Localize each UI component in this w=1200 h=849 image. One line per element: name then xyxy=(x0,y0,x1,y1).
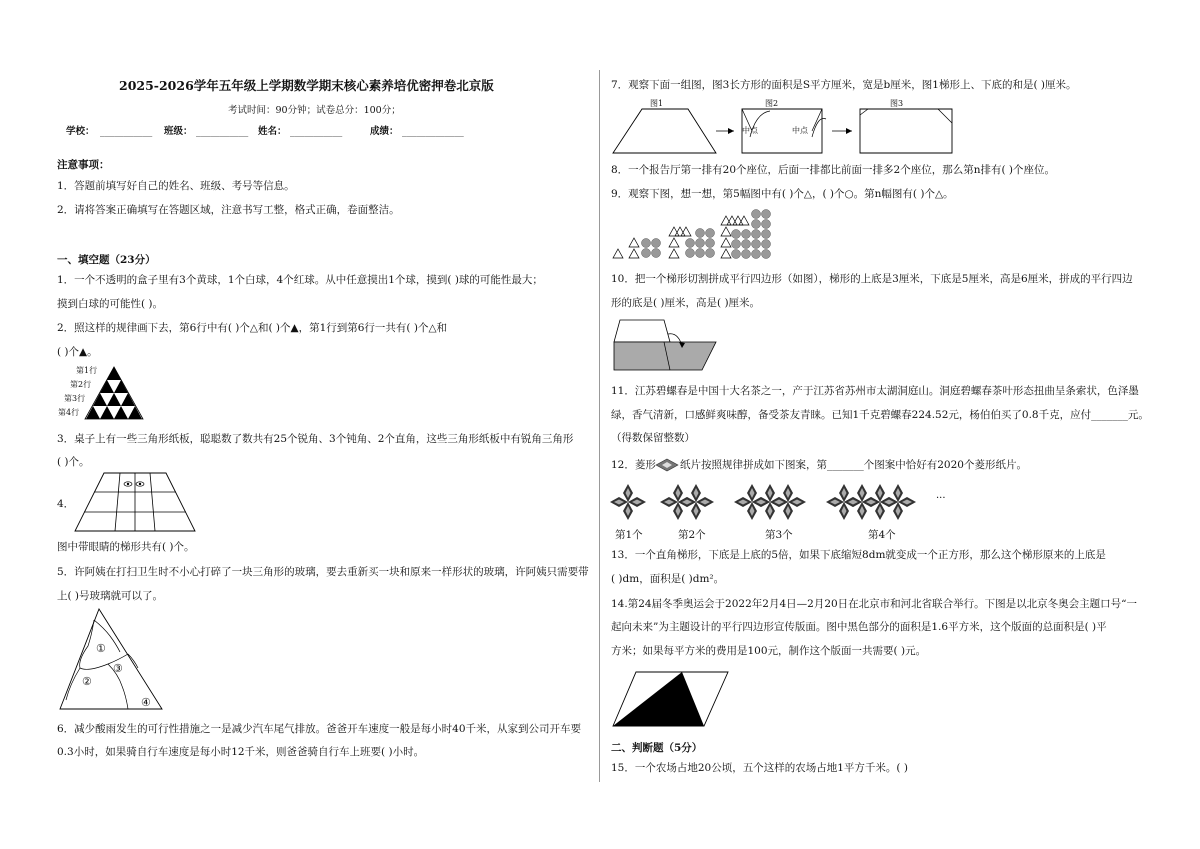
q5-piece-2: ② xyxy=(82,675,92,688)
score-blank[interactable]: _____________ xyxy=(402,126,464,137)
name-blank[interactable]: ___________ xyxy=(290,126,343,137)
q2-row-label-3: 第3行 xyxy=(64,394,86,403)
q14-line1: 14.第24届冬季奥运会于2022年2月4日—2月20日在北京市和河北省联合举行。下图是以北京冬奥会主题口号“一 xyxy=(611,598,1138,610)
q13-line2: ( )dm，面积是( )dm²。 xyxy=(611,573,725,585)
q5-piece-4: ④ xyxy=(141,696,151,709)
q12-caption-1: 第1个 xyxy=(615,529,643,541)
class-label: 班级： xyxy=(164,126,193,137)
q11-line3: （得数保留整数） xyxy=(611,432,695,444)
q2-line2: ( )个▲。 xyxy=(57,346,98,358)
q12-prefix: 12．菱形 xyxy=(611,459,656,471)
q12-ellipsis: ··· xyxy=(936,493,946,504)
q7-midpoint-left: 中点 xyxy=(742,126,758,135)
q9-text: 9．观察下图，想一想，第5幅图中有( )个△，( )个○。第n幅图有( )个△。 xyxy=(611,188,954,200)
note-1: 1．答题前填写好自己的姓名、班级、考号等信息。 xyxy=(57,180,295,192)
q12-caption-2: 第2个 xyxy=(678,529,706,541)
q7-text: 7．观察下面一组图，图3长方形的面积是S平方厘米，宽是b厘米，图1梯形上、下底的和是( )厘米。 xyxy=(611,79,1077,91)
q2-line1: 2．照这样的规律画下去，第6行中有( )个△和( )个▲，第1行到第6行一共有( )个△和 xyxy=(57,322,448,334)
eye-icon xyxy=(124,482,144,486)
school-label: 学校： xyxy=(66,126,95,137)
q4-number: 4． xyxy=(57,498,75,510)
q7-midpoint-right: 中点 xyxy=(792,126,808,135)
q2-row-label-4: 第4行 xyxy=(58,408,80,417)
q11-line2: 绿，香气清新，口感鲜爽味醇，备受茶友青睐。已知1千克碧螺春224.52元，杨伯伯买了0.8千克，应付_______元。 xyxy=(611,409,1149,421)
score-label: 成绩： xyxy=(370,126,399,137)
q1-line2: 摸到白球的可能性( )。 xyxy=(57,298,164,310)
q10-line1: 10．把一个梯形切割拼成平行四边形（如图），梯形的上底是3厘米，下底是5厘米，高是6厘米，拼成的平行四边 xyxy=(611,273,1133,285)
q4-trapezoid-grid xyxy=(74,472,196,532)
q5-line2: 上( )号玻璃就可以了。 xyxy=(57,590,164,602)
q5-piece-3: ③ xyxy=(113,662,123,675)
name-label: 姓名： xyxy=(258,126,287,137)
q9-pattern-figures xyxy=(612,212,772,262)
q6-line2: 0.3小时，如果骑自行车速度是每小时12千米，则爸爸骑自行车上班要( )小时。 xyxy=(57,746,425,758)
q15-text: 15．一个农场占地20公顷，五个这样的农场占地1平方千米。( ) xyxy=(611,762,908,774)
q14-line2: 起向未来”为主题设计的平行四边形宣传版面。图中黑色部分的面积是1.6平方米，这个版面的总面积是( )平 xyxy=(611,621,1107,633)
q3-line2: ( )个。 xyxy=(57,456,90,468)
q1-line1: 1．一个不透明的盒子里有3个黄球，1个白球，4个红球。从中任意摸出1个球，摸到( )球的可能性最大； xyxy=(57,274,543,286)
note-2: 2．请将答案正确填写在答题区域，注意书写工整，格式正确，卷面整洁。 xyxy=(57,204,400,216)
q11-line1: 11．江苏碧螺春是中国十大名茶之一，产于江苏省苏州市太湖洞庭山。洞庭碧螺春茶叶形态扭曲呈条索状，色泽墨 xyxy=(611,385,1139,397)
q5-broken-glass-triangle xyxy=(58,608,164,710)
q12-caption-4: 第4个 xyxy=(868,529,896,541)
q2-row-label-1: 第1行 xyxy=(76,366,98,375)
q10-cut-figure xyxy=(612,318,720,372)
q5-piece-1: ① xyxy=(96,642,106,655)
q2-row-label-2: 第2行 xyxy=(70,380,92,389)
q6-line1: 6．减少酸雨发生的可行性措施之一是减少汽车尾气排放。爸爸开车速度一般是每小时40千米，从家到公司开车要 xyxy=(57,723,582,735)
q12-text: 纸片按照规律拼成如下图案，第_______个图案中恰好有2020个菱形纸片。 xyxy=(680,459,1027,471)
section2-heading: 二、判断题（5分） xyxy=(611,742,703,754)
column-divider xyxy=(599,70,600,782)
q14-parallelogram xyxy=(612,670,730,728)
exam-title: 2025-2026学年五年级上学期数学期末核心素养培优密押卷北京版 xyxy=(119,78,494,93)
section1-heading: 一、填空题（23分） xyxy=(57,254,156,266)
q5-line1: 5．许阿姨在打扫卫生时不小心打碎了一块三角形的玻璃，要去重新买一块和原来一样形状的玻璃，许阿姨只需要带 xyxy=(57,566,589,578)
q7-fig2-label: 图2 xyxy=(765,99,779,108)
school-blank[interactable]: ___________ xyxy=(100,126,153,137)
q7-transform-figures xyxy=(612,107,957,155)
q12-caption-3: 第3个 xyxy=(765,529,793,541)
q10-line2: 形的底是( )厘米，高是( )厘米。 xyxy=(611,297,761,309)
exam-info: 考试时间：90分钟；试卷总分：100分； xyxy=(228,105,401,116)
rhombus-icon xyxy=(655,458,679,472)
q4-text: 图中带眼睛的梯形共有( )个。 xyxy=(57,541,195,553)
q14-line3: 方米；如果每平方米的费用是100元，制作这个版面一共需要( )元。 xyxy=(611,645,927,657)
q13-line1: 13．一个直角梯形，下底是上底的5倍，如果下底缩短8dm就变成一个正方形，那么这个梯形原来的上底是 xyxy=(611,549,1106,561)
q7-fig1-label: 图1 xyxy=(650,99,664,108)
q3-line1: 3．桌子上有一些三角形纸板，聪聪数了数共有25个锐角、3个钝角、2个直角，这些三角形纸板中有锐角三角形 xyxy=(57,433,574,445)
q7-fig3-label: 图3 xyxy=(890,99,904,108)
q12-rhombus-patterns xyxy=(612,482,930,524)
q2-triangle-pattern xyxy=(84,366,144,420)
class-blank[interactable]: ___________ xyxy=(196,126,249,137)
q8-text: 8．一个报告厅第一排有20个座位，后面一排都比前面一排多2个座位，那么第n排有( )个座位。 xyxy=(611,164,1056,176)
notes-heading: 注意事项： xyxy=(57,159,110,171)
